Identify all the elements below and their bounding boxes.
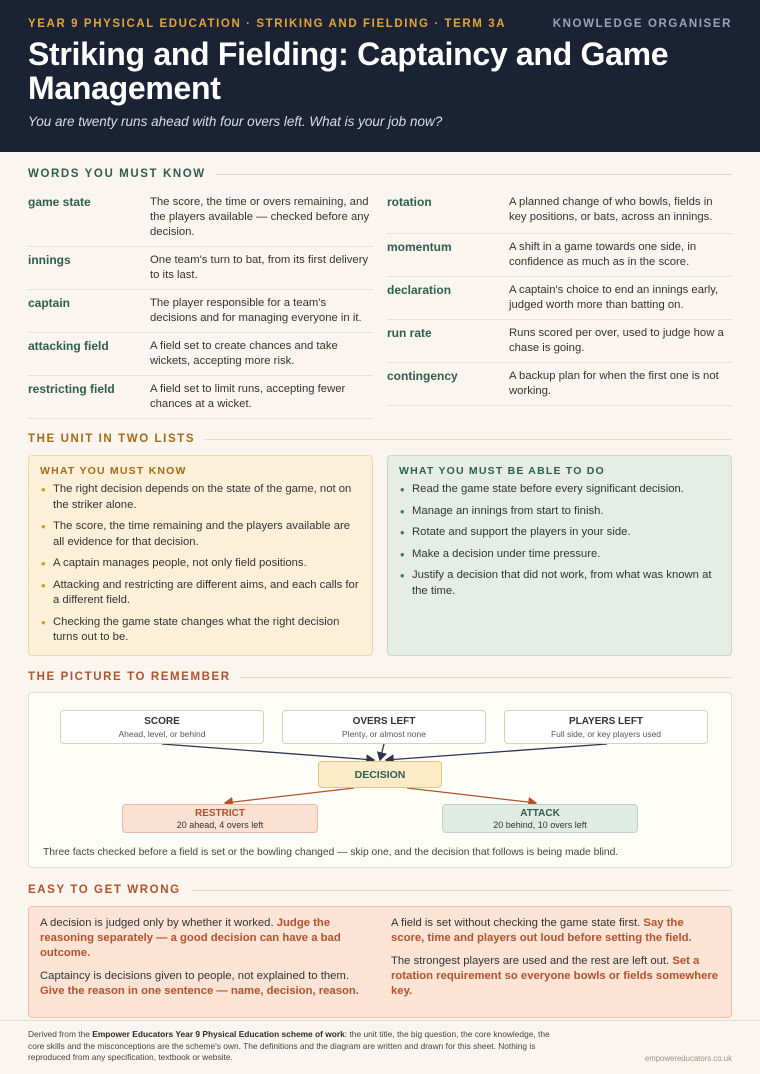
glossary-term: run rate — [387, 326, 432, 340]
section-wrong-heading — [28, 884, 732, 896]
glossary-term: momentum — [387, 240, 452, 254]
glossary-definition: Runs scored per over, used to judge how a chase is going. — [509, 327, 724, 354]
section-words-title: WORDS YOU MUST KNOW — [28, 168, 206, 180]
node-overs-left — [282, 710, 486, 744]
node-players-left — [504, 710, 708, 744]
kicker-course: YEAR 9 PHYSICAL EDUCATION · STRIKING AND FIELDING · TERM 3A — [28, 18, 507, 30]
glossary-definition: One team's turn to bat, from its first delivery to its last. — [150, 254, 369, 281]
glossary-definition: A backup plan for when the first one is not working. — [509, 370, 719, 397]
glossary-row — [387, 191, 732, 234]
kicker — [28, 18, 732, 30]
list-item: • Make a decision under time pressure. — [399, 547, 720, 563]
node-score — [60, 710, 264, 744]
glossary-row — [28, 191, 373, 247]
must-do-list — [399, 482, 720, 599]
node-decision-title: DECISION — [354, 769, 406, 781]
misconception-item — [40, 969, 369, 999]
glossary-definition: A captain's choice to end an innings early, judged worth more than batting on. — [509, 284, 719, 311]
misconception-fix: Judge the reasoning separately — a good decision can have a bad outcome. — [40, 917, 341, 959]
glossary-term: rotation — [387, 195, 432, 209]
glossary-definition: The score, the time or overs remaining, and the players available — checked before any decision. — [150, 196, 370, 238]
glossary-column-right — [387, 191, 732, 419]
node-attack — [442, 804, 638, 833]
must-do-title: WHAT YOU MUST BE ABLE TO DO — [399, 465, 605, 477]
footer-source: Empower Educators Year 9 Physical Education scheme of work — [92, 1029, 345, 1039]
glossary-definition: A shift in a game towards one side, in confidence as much as in the score. — [509, 241, 697, 268]
misconceptions-column-right — [391, 916, 720, 1008]
list-item: • A captain manages people, not only field positions. — [40, 556, 361, 572]
glossary-row — [28, 333, 373, 376]
misconception-item — [40, 916, 369, 961]
misconceptions-box — [28, 906, 732, 1018]
node-overs-title: OVERS LEFT — [352, 716, 416, 727]
list-item: • Attacking and restricting are different aims, and each calls for a different field. — [40, 578, 361, 609]
node-score-sub: Ahead, level, or behind — [118, 729, 206, 739]
node-restrict — [122, 804, 318, 833]
glossary-row — [28, 247, 373, 290]
misconception-item — [391, 916, 720, 946]
footer-rest: : the unit title, the big question, the core knowledge, the core skills and the misconceptions are the scheme's own. The definitions and the diagram are written and drawn for this sheet. Nothing is reproduced from any specification, textbook or website. — [28, 1029, 550, 1062]
glossary-term: captain — [28, 296, 71, 310]
divider — [241, 677, 732, 678]
node-players-sub: Full side, or key players used — [550, 729, 662, 739]
glossary-row — [387, 320, 732, 363]
must-know-box — [28, 455, 373, 656]
footer-prefix: Derived from the — [28, 1029, 93, 1039]
section-picture-title: THE PICTURE TO REMEMBER — [28, 671, 231, 683]
must-know-list — [40, 482, 361, 646]
diagram-caption: Three facts checked before a field is set or the bowling changed — skip one, and the decision that follows is being made blind. — [43, 847, 619, 858]
kicker-doc-type: KNOWLEDGE ORGANISER — [552, 18, 732, 30]
list-item: • Checking the game state changes what the right decision turns out to be. — [40, 615, 361, 646]
arrow-players-to-decision — [386, 744, 607, 760]
glossary-row — [28, 376, 373, 419]
divider — [205, 439, 732, 440]
footer-url: empowereducators.co.uk — [644, 1054, 732, 1063]
node-restrict-title: RESTRICT — [195, 808, 245, 819]
glossary-definition: A planned change of who bowls, fields in key positions, or bats, across an innings. — [509, 196, 713, 223]
node-overs-sub: Plenty, or almost none — [342, 729, 426, 739]
glossary-term: attacking field — [28, 339, 109, 353]
list-item: • Justify a decision that did not work, from what was known at the time. — [399, 568, 720, 599]
node-score-title: SCORE — [144, 716, 180, 727]
glossary-term: game state — [28, 195, 91, 209]
misconception-fix: Give the reason in one sentence — name, decision, reason. — [40, 985, 359, 997]
section-unit-title: THE UNIT IN TWO LISTS — [28, 433, 196, 445]
arrow-decision-to-attack — [407, 788, 536, 803]
misconception-fix: Set a rotation requirement so everyone bowls or fields somewhere key. — [391, 955, 719, 997]
node-restrict-sub: 20 ahead, 4 overs left — [176, 820, 264, 830]
glossary-row — [387, 234, 732, 277]
glossary-row — [387, 277, 732, 320]
section-unit-heading — [28, 433, 732, 445]
misconception-text: The strongest players are used and the rest are left out. — [391, 955, 673, 967]
page-subtitle: You are twenty runs ahead with four overs left. What is your job now? — [28, 114, 443, 129]
misconceptions-column-left — [40, 916, 369, 1008]
node-attack-sub: 20 behind, 10 overs left — [493, 820, 587, 830]
misconception-text: A decision is judged only by whether it worked. — [40, 917, 277, 929]
glossary-definition: The player responsible for a team's decisions and for managing everyone in it. — [150, 297, 362, 324]
section-picture-heading — [28, 671, 732, 683]
decision-diagram — [28, 692, 732, 868]
list-item: • The right decision depends on the state of the game, not on the striker alone. — [40, 482, 361, 513]
glossary-row — [387, 363, 732, 406]
list-item: • Rotate and support the players in your side. — [399, 525, 720, 541]
glossary-term: innings — [28, 253, 71, 267]
unit-lists — [28, 455, 732, 656]
divider — [191, 890, 732, 891]
footer — [0, 1020, 760, 1074]
page-title: Striking and Fielding: Captaincy and Game Management — [28, 36, 669, 106]
misconception-item — [391, 954, 720, 999]
misconception-fix: Say the score, time and players out loud before setting the field. — [391, 917, 692, 944]
arrow-decision-to-restrict — [225, 788, 354, 803]
glossary-column-left — [28, 191, 373, 419]
header — [0, 0, 760, 152]
glossary-definition: A field set to create chances and take wickets, accepting more risk. — [150, 340, 338, 367]
glossary-term: contingency — [387, 369, 458, 383]
glossary-term: declaration — [387, 283, 452, 297]
section-wrong-title: EASY TO GET WRONG — [28, 884, 181, 896]
section-words-heading — [28, 168, 732, 180]
glossary — [28, 191, 732, 419]
glossary-row — [28, 290, 373, 333]
node-players-title: PLAYERS LEFT — [568, 716, 644, 727]
footer-attribution — [28, 1029, 568, 1064]
glossary-term: restricting field — [28, 382, 115, 396]
list-item: • Manage an innings from start to finish. — [399, 504, 720, 520]
list-item: • The score, the time remaining and the players available are all evidence for that decision. — [40, 519, 361, 550]
misconception-text: Captaincy is decisions given to people, not explained to them. — [40, 970, 349, 982]
must-do-box — [387, 455, 732, 656]
node-attack-title: ATTACK — [520, 808, 560, 819]
must-know-title: WHAT YOU MUST KNOW — [40, 465, 187, 477]
node-decision — [318, 761, 442, 788]
list-item: • Read the game state before every significant decision. — [399, 482, 720, 498]
divider — [216, 174, 732, 175]
arrow-score-to-decision — [162, 744, 374, 760]
glossary-definition: A field set to limit runs, accepting fewer chances at a wicket. — [150, 383, 346, 410]
arrow-overs-to-decision — [380, 744, 384, 760]
misconception-text: A field is set without checking the game state first. — [391, 917, 644, 929]
